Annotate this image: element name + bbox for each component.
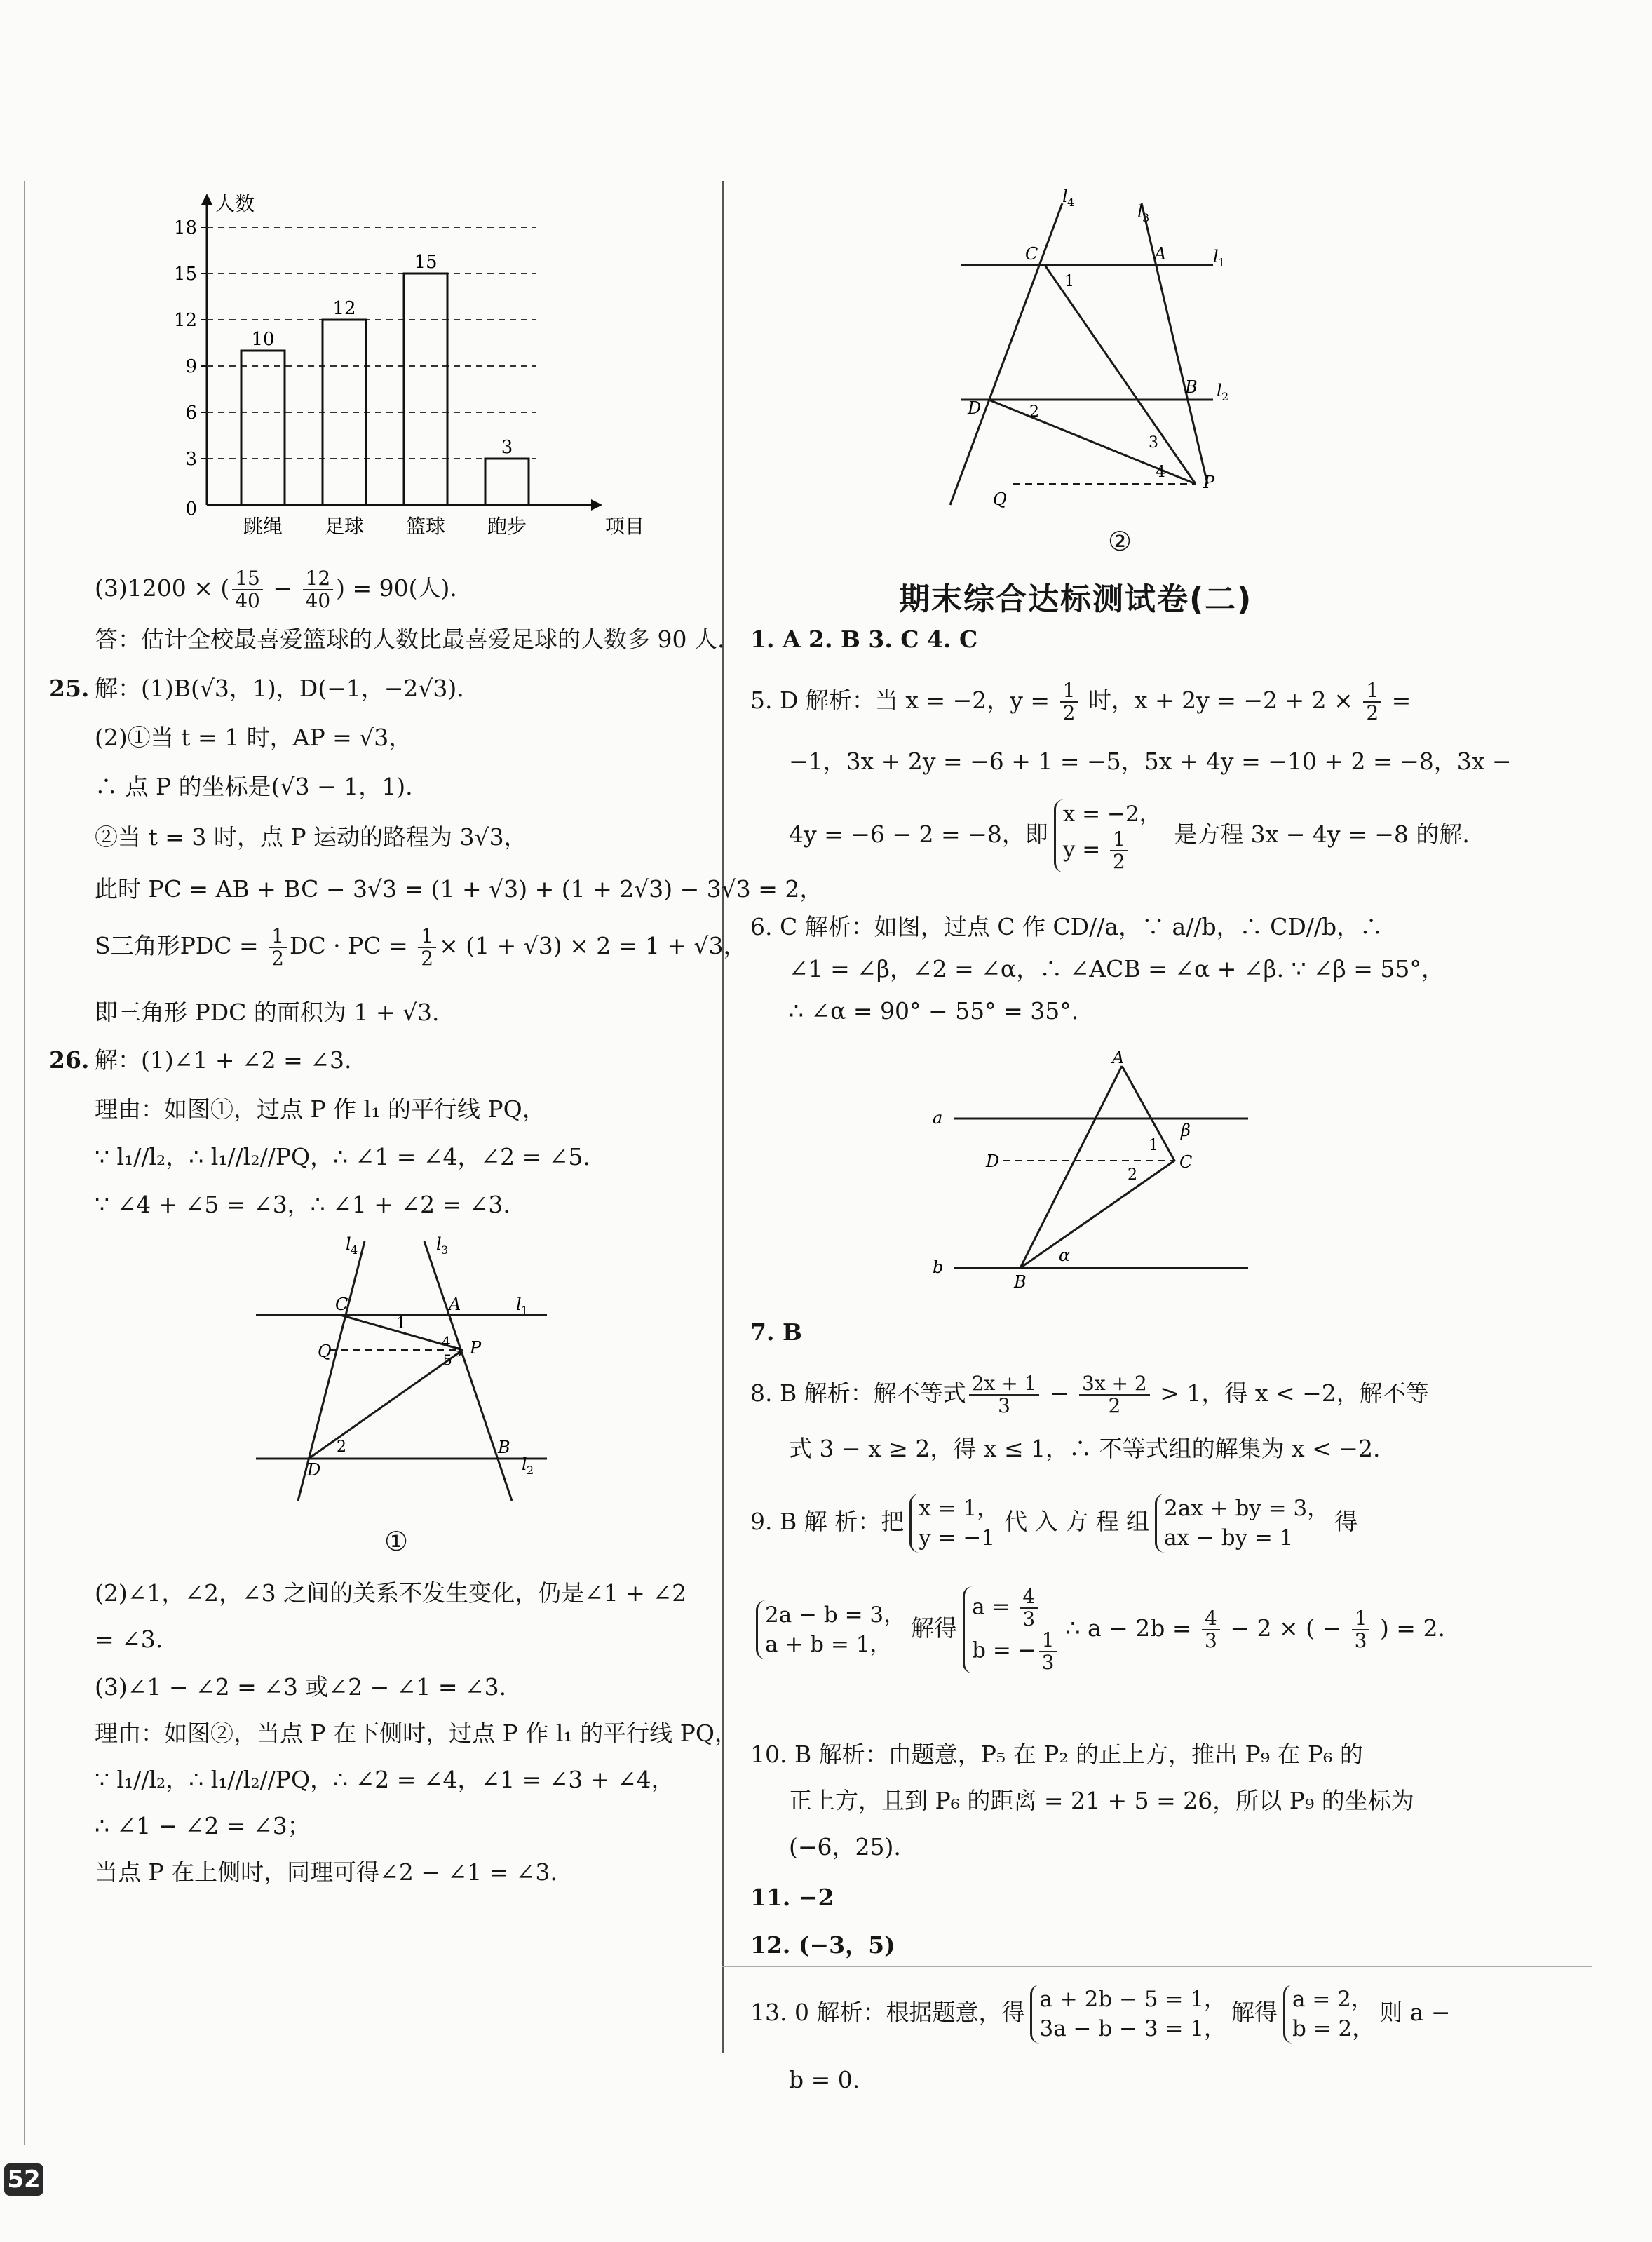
y-tick-label: 6 bbox=[185, 403, 197, 424]
q25-line: 解：(1)B(√3，1)，D(−1，−2√3). bbox=[95, 675, 464, 702]
denominator: 3 bbox=[1205, 1629, 1217, 1652]
text: b = − bbox=[972, 1637, 1036, 1663]
svg-text:4: 4 bbox=[351, 1243, 358, 1257]
y-tick-label: 12 bbox=[173, 310, 197, 331]
denominator: 2 bbox=[271, 947, 284, 970]
fraction bbox=[1363, 680, 1381, 724]
text: 5. D 解析：当 x = −2，y = bbox=[750, 687, 1057, 714]
answer-3-line bbox=[95, 568, 457, 612]
answer-8-line-2: 式 3 − x ≥ 2，得 x ≤ 1，∴ 不等式组的解集为 x < −2. bbox=[789, 1435, 1381, 1462]
text: ) = 2. bbox=[1372, 1614, 1445, 1642]
geometry-figure-3 bbox=[926, 1045, 1262, 1311]
fraction bbox=[269, 926, 287, 969]
svg-text:1: 1 bbox=[1064, 273, 1074, 290]
svg-text:D: D bbox=[307, 1460, 321, 1480]
answer-5-line-1 bbox=[750, 680, 1411, 724]
fraction bbox=[303, 568, 334, 612]
numerator: 1 bbox=[269, 926, 287, 948]
equation-system bbox=[1054, 799, 1161, 872]
bar-chart bbox=[173, 175, 645, 540]
bar bbox=[404, 274, 447, 505]
y-tick-label: 15 bbox=[173, 264, 197, 285]
fraction bbox=[1079, 1373, 1150, 1417]
answer-12: 12. (−3，5) bbox=[750, 1931, 895, 1959]
svg-text:5: 5 bbox=[443, 1351, 452, 1368]
svg-text:l: l bbox=[522, 1454, 527, 1474]
q25-line: (2)①当 t = 1 时，AP = √3， bbox=[95, 724, 412, 751]
answer-9-line-1 bbox=[750, 1494, 1358, 1553]
svg-text:Q: Q bbox=[993, 489, 1007, 509]
expr: DC · PC = bbox=[289, 932, 416, 959]
svg-text:C: C bbox=[335, 1295, 348, 1314]
fraction bbox=[232, 568, 263, 612]
numerator: 15 bbox=[232, 568, 263, 590]
svg-text:A: A bbox=[1112, 1048, 1125, 1067]
equation: x = −2， bbox=[1062, 802, 1161, 827]
equation: ax − by = 1 bbox=[1164, 1525, 1294, 1551]
text: 8. B 解析：解不等式 bbox=[750, 1379, 966, 1407]
text: 则 a − bbox=[1379, 1999, 1451, 2026]
numerator: 1 bbox=[1039, 1630, 1057, 1652]
text: y = bbox=[1062, 837, 1108, 863]
bar bbox=[485, 459, 529, 505]
denominator: 3 bbox=[1022, 1607, 1036, 1630]
answer-8-line-1 bbox=[750, 1373, 1429, 1417]
figure-2-caption: ② bbox=[1108, 526, 1132, 557]
equation-system bbox=[909, 1494, 998, 1553]
text: 解得 bbox=[1231, 1999, 1278, 2026]
answers-1-4: 1. A 2. B 3. C 4. C bbox=[750, 626, 978, 653]
svg-text:A: A bbox=[1154, 244, 1167, 264]
equation-system bbox=[1283, 1985, 1374, 2044]
svg-text:P: P bbox=[1203, 473, 1215, 492]
svg-text:4: 4 bbox=[442, 1333, 451, 1350]
svg-text:l: l bbox=[516, 1295, 522, 1314]
footer-rule bbox=[722, 1966, 1592, 1967]
denominator: 2 bbox=[1366, 701, 1379, 724]
answer-13-line-1 bbox=[750, 1985, 1451, 2044]
fraction bbox=[1020, 1586, 1038, 1630]
y-axis-arrow bbox=[201, 194, 212, 205]
conclusion-text: 答：估计全校最喜爱篮球的人数比最喜爱足球的人数多 90 人. bbox=[95, 626, 725, 653]
geometry-figure-1 bbox=[252, 1227, 575, 1508]
bar-value-label: 12 bbox=[332, 298, 356, 319]
answer-3-end: ) = 90(人). bbox=[336, 574, 457, 602]
denominator: 2 bbox=[1108, 1394, 1121, 1417]
q26-line: 解：(1)∠1 + ∠2 = ∠3. bbox=[95, 1046, 352, 1074]
operator: − bbox=[1042, 1379, 1077, 1407]
svg-text:2: 2 bbox=[337, 1438, 346, 1456]
numerator: 2x + 1 bbox=[969, 1373, 1040, 1396]
denominator: 3 bbox=[1041, 1651, 1055, 1674]
equation: 2ax + by = 3， bbox=[1164, 1496, 1329, 1521]
numerator: 1 bbox=[1110, 829, 1128, 851]
text: 代 入 方 程 组 bbox=[1004, 1508, 1150, 1535]
svg-text:α: α bbox=[1059, 1245, 1071, 1265]
x-axis-label: 项目 bbox=[605, 515, 645, 538]
q26-line: ∵ ∠4 + ∠5 = ∠3，∴ ∠1 + ∠2 = ∠3. bbox=[95, 1191, 510, 1218]
q25-line: ②当 t = 3 时，点 P 运动的路程为 3√3， bbox=[95, 823, 527, 851]
answer-9-line-2 bbox=[750, 1586, 1445, 1673]
q26-line: = ∠3. bbox=[95, 1626, 163, 1653]
answer-6-line: 6. C 解析：如图，过点 C 作 CD//a，∵ a//b，∴ CD//b，∴ bbox=[750, 913, 1383, 940]
equation-system bbox=[1155, 1494, 1329, 1553]
fraction bbox=[969, 1373, 1040, 1417]
svg-text:A: A bbox=[449, 1295, 461, 1314]
svg-text:D: D bbox=[968, 398, 982, 418]
x-tick-label: 跳绳 bbox=[243, 515, 283, 538]
y-tick-label: 0 bbox=[185, 499, 197, 520]
q25-line: 此时 PC = AB + BC − 3√3 = (1 + √3) + (1 + 2√3) − 3√3 = 2， bbox=[95, 875, 823, 903]
equation bbox=[1063, 829, 1161, 872]
equation bbox=[972, 1630, 1059, 1673]
denominator: 2 bbox=[1062, 701, 1076, 724]
fraction bbox=[418, 926, 436, 969]
denominator: 40 bbox=[305, 589, 331, 612]
x-tick-label: 跑步 bbox=[487, 515, 527, 538]
text: a = bbox=[972, 1594, 1017, 1620]
svg-text:β: β bbox=[1181, 1121, 1191, 1140]
svg-text:B: B bbox=[1185, 377, 1198, 397]
text: − 2 × ( − bbox=[1222, 1614, 1349, 1642]
bar-value-label: 10 bbox=[251, 329, 275, 350]
q26-line: ∵ l₁//l₂，∴ l₁//l₂//PQ，∴ ∠1 = ∠4，∠2 = ∠5. bbox=[95, 1143, 590, 1170]
equation-system bbox=[1030, 1985, 1226, 2044]
section-title: 期末综合达标测试卷(二) bbox=[899, 581, 1253, 617]
area-label: S三角形PDC = bbox=[95, 932, 266, 959]
expr: × (1 + √3) × 2 = 1 + √3， bbox=[439, 932, 747, 959]
answer-5-line-2: −1，3x + 2y = −6 + 1 = −5，5x + 4y = −10 + 2 = −8，3x − bbox=[789, 748, 1512, 775]
text: 解得 bbox=[911, 1614, 958, 1642]
answer-11: 11. −2 bbox=[750, 1884, 834, 1911]
numerator: 1 bbox=[418, 926, 436, 948]
svg-text:B: B bbox=[1014, 1272, 1027, 1292]
question-number: 25. bbox=[49, 675, 90, 702]
fraction bbox=[1060, 680, 1078, 724]
svg-text:l: l bbox=[1213, 247, 1219, 266]
numerator: 1 bbox=[1363, 680, 1381, 703]
equation: a = 2， bbox=[1292, 1987, 1373, 2012]
text: 是方程 3x − 4y = −8 的解. bbox=[1166, 821, 1470, 848]
text: 13. 0 解析：根据题意，得 bbox=[750, 1999, 1025, 2026]
q25-area-line bbox=[95, 926, 747, 969]
question-number: 26. bbox=[49, 1046, 90, 1074]
fraction bbox=[1110, 829, 1128, 872]
svg-text:l: l bbox=[1137, 202, 1143, 222]
bar-value-label: 3 bbox=[501, 437, 513, 458]
answer-10-line: (−6，25). bbox=[789, 1833, 901, 1861]
svg-text:C: C bbox=[1179, 1152, 1193, 1172]
text: ∴ a − 2b = bbox=[1065, 1614, 1200, 1642]
equation bbox=[972, 1586, 1059, 1630]
y-tick-label: 18 bbox=[173, 217, 197, 238]
text: 9. B 解 析：把 bbox=[750, 1508, 905, 1535]
answer-3-text: (3)1200 × ( bbox=[95, 574, 230, 602]
equation: 2a − b = 3， bbox=[765, 1602, 906, 1628]
q26-line: ∵ l₁//l₂，∴ l₁//l₂//PQ，∴ ∠2 = ∠4，∠1 = ∠3 + ∠4， bbox=[95, 1766, 675, 1793]
answer-6-line: ∠1 = ∠β，∠2 = ∠α，∴ ∠ACB = ∠α + ∠β. ∵ ∠β = 55°， bbox=[789, 955, 1444, 982]
svg-text:3: 3 bbox=[1149, 434, 1158, 452]
bar-value-label: 15 bbox=[414, 252, 438, 273]
denominator: 3 bbox=[1354, 1629, 1367, 1652]
numerator: 1 bbox=[1060, 680, 1078, 703]
text: 时，x + 2y = −2 + 2 × bbox=[1081, 687, 1361, 714]
svg-text:D: D bbox=[986, 1152, 1000, 1171]
svg-text:B: B bbox=[498, 1438, 510, 1457]
equation: a + b = 1， bbox=[765, 1632, 892, 1657]
y-axis-label: 人数 bbox=[215, 192, 255, 215]
svg-text:l: l bbox=[1062, 187, 1068, 206]
equation: y = −1 bbox=[919, 1525, 996, 1551]
operator: − bbox=[265, 574, 300, 602]
svg-text:3: 3 bbox=[1142, 211, 1150, 224]
svg-text:4: 4 bbox=[1067, 196, 1075, 209]
text: 得 bbox=[1334, 1508, 1358, 1535]
svg-text:Q: Q bbox=[318, 1342, 332, 1361]
geometry-figure-2 bbox=[947, 182, 1255, 526]
left-margin-rule bbox=[24, 181, 25, 2145]
q26-line: (3)∠1 − ∠2 = ∠3 或∠2 − ∠1 = ∠3. bbox=[95, 1673, 507, 1701]
svg-text:l: l bbox=[1217, 381, 1222, 400]
fraction bbox=[1352, 1608, 1370, 1652]
answer-5-line-3 bbox=[789, 799, 1470, 872]
svg-text:a: a bbox=[933, 1108, 943, 1128]
numerator: 4 bbox=[1202, 1608, 1220, 1630]
page-number: 52 bbox=[4, 2163, 43, 2196]
answer-7: 7. B bbox=[750, 1318, 802, 1346]
q26-line: ∴ ∠1 − ∠2 = ∠3； bbox=[95, 1812, 311, 1839]
numerator: 4 bbox=[1020, 1586, 1038, 1609]
svg-text:1: 1 bbox=[396, 1315, 406, 1332]
svg-text:2: 2 bbox=[527, 1464, 534, 1477]
svg-text:2: 2 bbox=[1221, 390, 1229, 403]
x-tick-label: 篮球 bbox=[405, 515, 446, 538]
answer-13-line-2: b = 0. bbox=[789, 2066, 860, 2093]
svg-text:3: 3 bbox=[441, 1243, 449, 1257]
q26-line: 理由：如图①，过点 P 作 l₁ 的平行线 PQ， bbox=[95, 1095, 546, 1123]
figure-1-caption: ① bbox=[384, 1526, 409, 1557]
y-tick-label: 9 bbox=[185, 356, 197, 377]
svg-text:C: C bbox=[1025, 244, 1038, 264]
denominator: 2 bbox=[1113, 850, 1125, 873]
svg-text:2: 2 bbox=[1029, 403, 1039, 421]
equation: b = 2， bbox=[1292, 2016, 1374, 2041]
svg-text:1: 1 bbox=[521, 1304, 529, 1317]
answer-6-line: ∴ ∠α = 90° − 55° = 35°. bbox=[789, 997, 1079, 1025]
svg-text:b: b bbox=[933, 1257, 944, 1277]
q25-line: 即三角形 PDC 的面积为 1 + √3. bbox=[95, 999, 440, 1026]
svg-text:1: 1 bbox=[1218, 256, 1226, 269]
q26-line: (2)∠1，∠2，∠3 之间的关系不发生变化，仍是∠1 + ∠2 bbox=[95, 1579, 687, 1607]
denominator: 40 bbox=[235, 589, 260, 612]
equation: a + 2b − 5 = 1， bbox=[1039, 1987, 1226, 2012]
fraction bbox=[1202, 1608, 1220, 1652]
q26-line: 理由：如图②，当点 P 在下侧时，过点 P 作 l₁ 的平行线 PQ， bbox=[95, 1720, 738, 1747]
y-tick-label: 3 bbox=[185, 449, 197, 470]
fraction bbox=[1039, 1630, 1057, 1673]
text: > 1，得 x < −2，解不等 bbox=[1152, 1379, 1429, 1407]
equation: 3a − b − 3 = 1， bbox=[1039, 2016, 1226, 2041]
svg-text:2: 2 bbox=[1128, 1166, 1137, 1184]
equation-system bbox=[963, 1586, 1059, 1673]
denominator: 2 bbox=[421, 947, 434, 970]
equation: x = 1， bbox=[919, 1496, 999, 1521]
denominator: 3 bbox=[998, 1394, 1010, 1417]
svg-text:P: P bbox=[470, 1338, 482, 1358]
numerator: 12 bbox=[303, 568, 334, 590]
q25-line: ∴ 点 P 的坐标是(√3 − 1，1). bbox=[95, 773, 413, 800]
svg-text:l: l bbox=[436, 1234, 442, 1254]
answer-10-line: 正上方，且到 P₆ 的距离 = 21 + 5 = 26，所以 P₉ 的坐标为 bbox=[789, 1787, 1414, 1814]
text: = bbox=[1384, 687, 1411, 714]
column-divider bbox=[722, 181, 724, 2053]
svg-text:4: 4 bbox=[1156, 464, 1165, 481]
bar bbox=[241, 351, 285, 505]
svg-text:1: 1 bbox=[1149, 1137, 1158, 1154]
x-tick-label: 足球 bbox=[324, 515, 365, 538]
q26-line: 当点 P 在上侧时，同理可得∠2 − ∠1 = ∠3. bbox=[95, 1858, 557, 1886]
numerator: 1 bbox=[1352, 1608, 1370, 1630]
x-axis-arrow bbox=[591, 499, 602, 511]
svg-text:3: 3 bbox=[454, 1345, 462, 1360]
equation-system bbox=[756, 1600, 905, 1659]
svg-text:l: l bbox=[346, 1234, 351, 1254]
numerator: 3x + 2 bbox=[1079, 1373, 1150, 1396]
text: 4y = −6 − 2 = −8，即 bbox=[789, 821, 1048, 848]
answer-10-line: 10. B 解析：由题意，P₅ 在 P₂ 的正上方，推出 P₉ 在 P₆ 的 bbox=[750, 1741, 1363, 1768]
